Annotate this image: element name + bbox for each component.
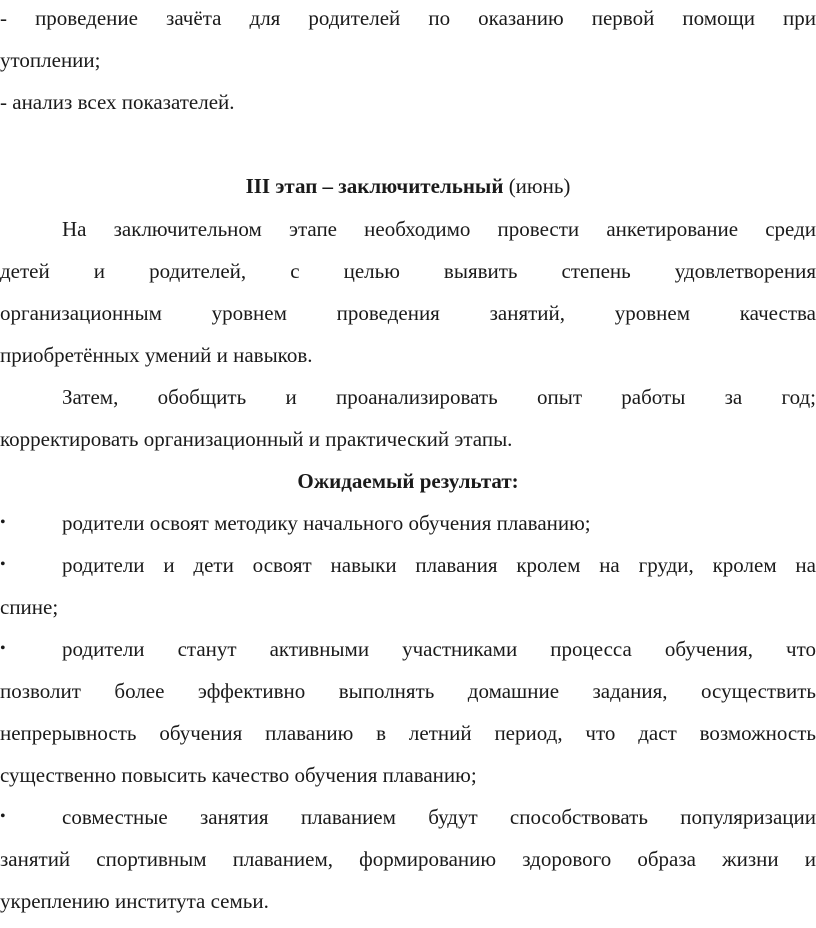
bullet-4-text-line-2: занятий спортивным плаванием, формированию здорового образа жизни и (0, 847, 816, 871)
paragraph-1-line-1: На заключительном этапе необходимо провести анкетирование среди (62, 217, 816, 241)
bullet-2-text-line-1: родители и дети освоят навыки плавания кролем на груди, кролем на (62, 553, 816, 577)
paragraph-1-line-3: организационным уровнем проведения занятий, уровнем качества (0, 301, 816, 325)
bullet-4-text-line-1: совместные занятия плаванием будут способствовать популяризации (62, 805, 816, 829)
bullet-3-text-line-4: существенно повысить качество обучения плаванию; (0, 763, 477, 787)
paragraph-1-line-4: приобретённых умений и навыков. (0, 343, 313, 367)
bullet-icon: • (0, 556, 6, 573)
results-heading: Ожидаемый результат: (297, 469, 519, 493)
stage-heading (0, 173, 816, 199)
stage-heading-month: (июнь) (503, 174, 571, 198)
prep-item-2: - анализ всех показателей. (0, 90, 235, 114)
bullet-3-text-line-1: родители станут активными участниками процесса обучения, что (62, 637, 816, 661)
bullet-icon: • (0, 640, 6, 657)
bullet-4-text-line-3: укреплению института семьи. (0, 889, 269, 913)
paragraph-2-line-1: Затем, обобщить и проанализировать опыт работы за год; (62, 385, 816, 409)
stage-heading-bold: III этап – заключительный (245, 174, 504, 198)
prep-item-1-line-1: - проведение зачёта для родителей по оказанию первой помощи при (0, 6, 816, 30)
bullet-3-text-line-2: позволит более эффективно выполнять домашние задания, осуществить (0, 679, 816, 703)
paragraph-1-line-2: детей и родителей, с целью выявить степень удовлетворения (0, 259, 816, 283)
bullet-1-text: родители освоят методику начального обучения плаванию; (62, 511, 591, 535)
bullet-2-text-line-2: спине; (0, 595, 59, 619)
bullet-icon: • (0, 514, 6, 531)
bullet-3-text-line-3: непрерывность обучения плаванию в летний период, что даст возможность (0, 721, 816, 745)
prep-item-1-line-2: утоплении; (0, 48, 101, 72)
paragraph-2-line-2: корректировать организационный и практический этапы. (0, 427, 513, 451)
bullet-icon: • (0, 808, 6, 825)
